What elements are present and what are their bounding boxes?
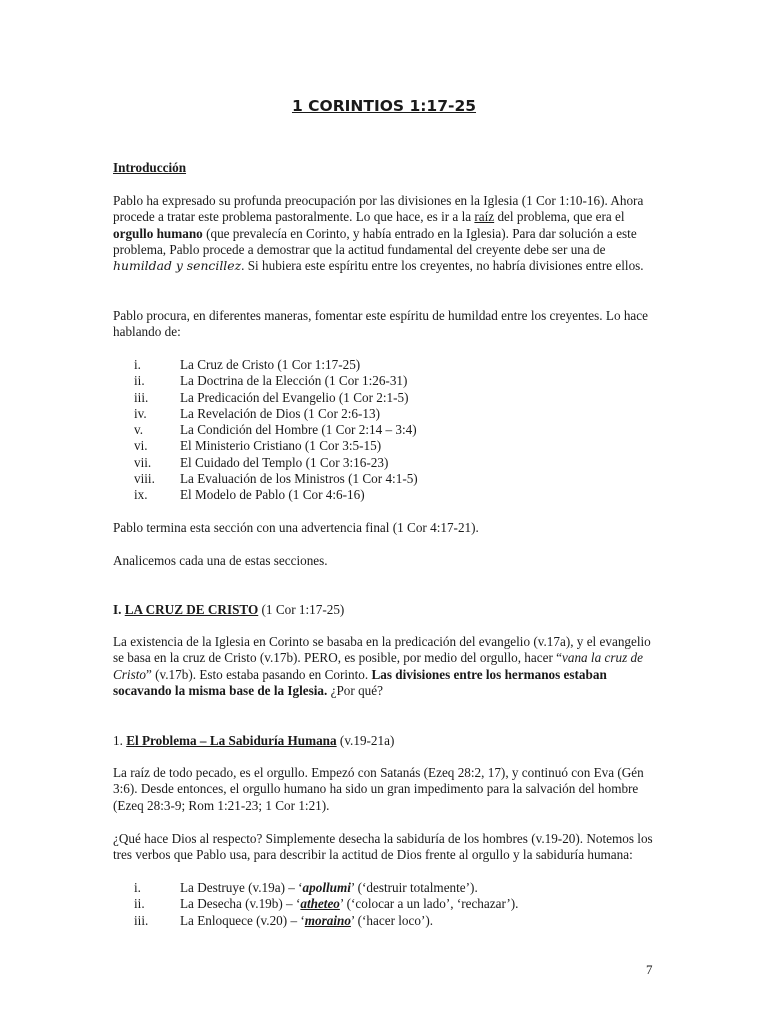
section-1-number: I. bbox=[113, 602, 125, 617]
intro-paragraph-4: Analicemos cada una de estas secciones. bbox=[113, 553, 328, 568]
list-item: vi. El Ministerio Cristiano (1 Cor 3:5-15) bbox=[134, 438, 382, 454]
page-number: 7 bbox=[646, 962, 653, 977]
list-item: i. La Cruz de Cristo (1 Cor 1:17-25) bbox=[134, 357, 361, 372]
list-item: v. La Condición del Hombre (1 Cor 2:14 – 3:4) bbox=[134, 422, 417, 438]
subsection-1-ref: (v.19-21a) bbox=[336, 733, 395, 748]
list-item: ii. La Desecha (v.19b) – ‘atheteo’ (‘colocar a un lado’, ‘rechazar’). bbox=[134, 896, 519, 912]
vana-cruz-italic: vana la cruz de Cristo bbox=[113, 650, 643, 682]
list-item: viii. La Evaluación de los Ministros (1 Cor 4:1-5) bbox=[134, 471, 418, 487]
greek-word: moraino bbox=[304, 912, 351, 928]
page-title: 1 CORINTIOS 1:17-25 bbox=[291, 97, 477, 115]
section-1-text-a: La existencia de la Iglesia en Corinto se basaba en la predicación del evangelio (v.17a), y el evangelio se basa en la cruz de Cristo (v.17b). PERO, es posible, por medio del orgullo, hacer “ bbox=[113, 634, 651, 666]
verbs-list bbox=[113, 880, 658, 929]
intro-p1-text-d: . Si hubiera este espíritu entre los creyentes, no habría divisiones entre ellos. bbox=[241, 258, 644, 274]
raiz-word: raíz bbox=[474, 209, 495, 225]
subsection-1-paragraph-1: La raíz de todo pecado, es el orgullo. Empezó con Satanás (Ezeq 28:2, 17), y continuó con Eva (Gén 3:6). Desde entonces, el orgullo humano ha sido un gran impedimento para la salvación del hombre (Ezeq 28:3-9; Rom 1:21-23; 1 Cor 1:21). bbox=[113, 765, 644, 813]
list-item: ii. La Doctrina de la Elección (1 Cor 1:26-31) bbox=[134, 373, 408, 389]
list-item: iv. La Revelación de Dios (1 Cor 2:6-13) bbox=[134, 405, 380, 421]
list-item: ix. El Modelo de Pablo (1 Cor 4:6-16) bbox=[134, 487, 365, 503]
list-item: iii. La Predicación del Evangelio (1 Cor 2:1-5) bbox=[134, 389, 409, 405]
list-item: vii. El Cuidado del Templo (1 Cor 3:16-23) bbox=[134, 454, 389, 470]
intro-p1-text-b: del problema, que era el bbox=[494, 209, 625, 225]
topics-list bbox=[113, 357, 658, 504]
intro-heading: Introducción bbox=[113, 160, 187, 175]
subsection-1-number: 1. bbox=[113, 733, 127, 748]
list-item: iii. La Enloquece (v.20) – ‘moraino’ (‘hacer loco’). bbox=[134, 912, 434, 928]
section-1-heading bbox=[113, 602, 658, 618]
intro-paragraph-3: Pablo termina esta sección con una advertencia final (1 Cor 4:17-21). bbox=[113, 520, 479, 535]
list-item: i. La Destruye (v.19a) – ‘apollumi’ (‘destruir totalmente’). bbox=[134, 880, 478, 895]
section-1-text-c: ¿Por qué? bbox=[327, 682, 383, 698]
subsection-1-heading bbox=[113, 733, 658, 749]
greek-word: atheteo bbox=[300, 896, 340, 912]
greek-word: apollumi bbox=[302, 880, 351, 895]
section-1-ref: (1 Cor 1:17-25) bbox=[258, 602, 345, 617]
intro-p1-text-c: (que prevalecía en Corinto, y había entrado en la Iglesia). Para dar solución a este problema, Pablo procede a demostrar que la actitud fundamental del creyente debe ser una de bbox=[113, 225, 637, 257]
intro-p1-text-a: Pablo ha expresado su profunda preocupación por las divisiones en la Iglesia (1 Cor 1:10-16). Ahora procede a tratar este problema pastoralmente. Lo que hace, es ir a la bbox=[113, 193, 644, 225]
intro-paragraph-2: Pablo procura, en diferentes maneras, fomentar este espíritu de humildad entre los creyentes. Lo hace hablando de: bbox=[113, 308, 648, 340]
section-1-paragraph bbox=[113, 634, 658, 699]
section-1-title: LA CRUZ DE CRISTO bbox=[124, 602, 259, 617]
orgullo-humano-bold: orgullo humano bbox=[113, 225, 203, 241]
subsection-1-title: El Problema – La Sabiduría Humana bbox=[126, 733, 337, 748]
intro-paragraph-1 bbox=[113, 193, 658, 274]
subsection-1-paragraph-2: ¿Qué hace Dios al respecto? Simplemente desecha la sabiduría de los hombres (v.19-20). Notemos los tres verbos que Pablo usa, para describir la actitud de Dios frente al orgullo y la sabiduría humana: bbox=[113, 831, 653, 863]
humildad-italic: humildad y sencillez bbox=[113, 258, 242, 274]
divisiones-bold: Las divisiones entre los hermanos estaban socavando la misma base de la Iglesia. bbox=[113, 666, 607, 698]
section-1-text-b: ” (v.17b). Esto estaba pasando en Corinto. bbox=[145, 666, 372, 682]
